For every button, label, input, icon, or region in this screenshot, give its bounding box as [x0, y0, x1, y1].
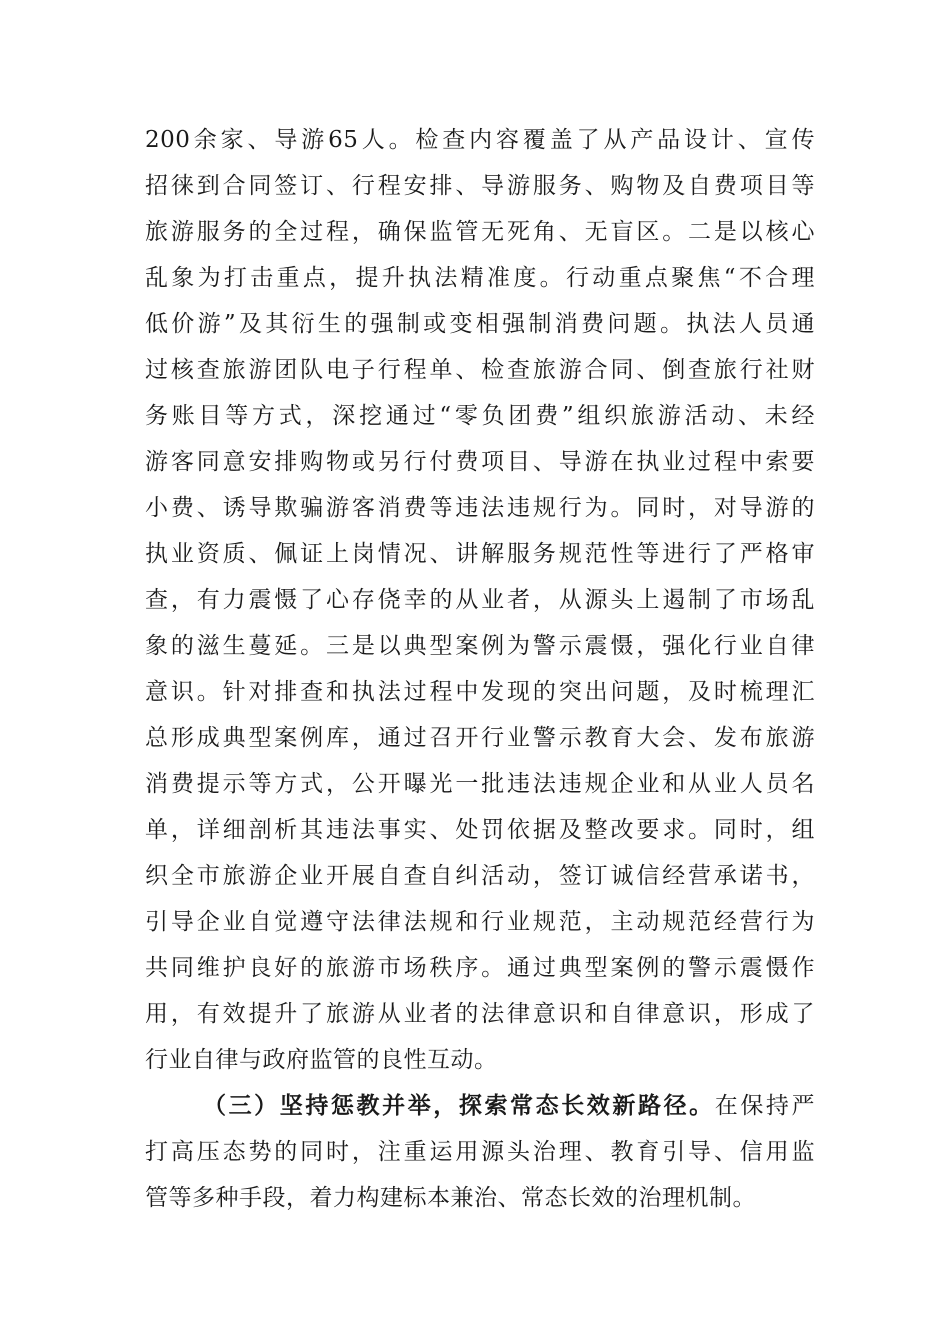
text-line: 低价游”及其衍生的强制或变相强制消费问题。执法人员通: [145, 311, 815, 337]
document-body: [145, 117, 815, 1221]
text-line: 织全市旅游企业开展自查自纠活动，签订诚信经营承诺书，: [145, 863, 815, 889]
text-line: 总形成典型案例库，通过召开行业警示教育大会、发布旅游: [145, 725, 815, 751]
text-line: 查，有力震慑了心存侥幸的从业者，从源头上遏制了市场乱: [145, 587, 815, 613]
text-line: 消费提示等方式，公开曝光一批违法违规企业和从业人员名: [145, 771, 815, 797]
text-line: 旅游服务的全过程，确保监管无死角、无盲区。二是以核心: [145, 219, 815, 245]
text-line: 务账目等方式，深挖通过“零负团费”组织旅游活动、未经: [145, 403, 815, 429]
text-line: 招徕到合同签订、行程安排、导游服务、购物及自费项目等: [145, 173, 815, 199]
section-heading: （三）坚持惩教并举，探索常态长效新路径。: [203, 1092, 715, 1119]
text-line: 小费、诱导欺骗游客消费等违法违规行为。同时，对导游的: [145, 495, 815, 521]
text-line: 单，详细剖析其违法事实、处罚依据及整改要求。同时，组: [145, 817, 815, 843]
text-line: 意识。针对排查和执法过程中发现的突出问题，及时梳理汇: [145, 679, 815, 705]
text-line: 象的滋生蔓延。三是以典型案例为警示震慑，强化行业自律: [145, 633, 815, 659]
section-heading-line: [145, 1083, 815, 1129]
text-line: 用，有效提升了旅游从业者的法律意识和自律意识，形成了: [145, 1001, 815, 1027]
text-line: 执业资质、佩证上岗情况、讲解服务规范性等进行了严格审: [145, 541, 815, 567]
text-line: 200余家、导游65人。检查内容覆盖了从产品设计、宣传: [145, 127, 815, 153]
text-line: 行业自律与政府监管的良性互动。: [145, 1047, 498, 1073]
text-line: 管等多种手段，着力构建标本兼治、常态长效的治理机制。: [145, 1185, 756, 1211]
text-line: 乱象为打击重点，提升执法精准度。行动重点聚焦“不合理: [145, 265, 815, 291]
text-line: 过核查旅游团队电子行程单、检查旅游合同、倒查旅行社财: [145, 357, 815, 383]
text-line: 游客同意安排购物或另行付费项目、导游在执业过程中索要: [145, 449, 815, 475]
text-line: 引导企业自觉遵守法律法规和行业规范，主动规范经营行为: [145, 909, 815, 935]
text-line: 打高压态势的同时，注重运用源头治理、教育引导、信用监: [145, 1139, 815, 1165]
text-line: 共同维护良好的旅游市场秩序。通过典型案例的警示震慑作: [145, 955, 815, 981]
section-heading-tail: 在保持严: [714, 1093, 816, 1119]
